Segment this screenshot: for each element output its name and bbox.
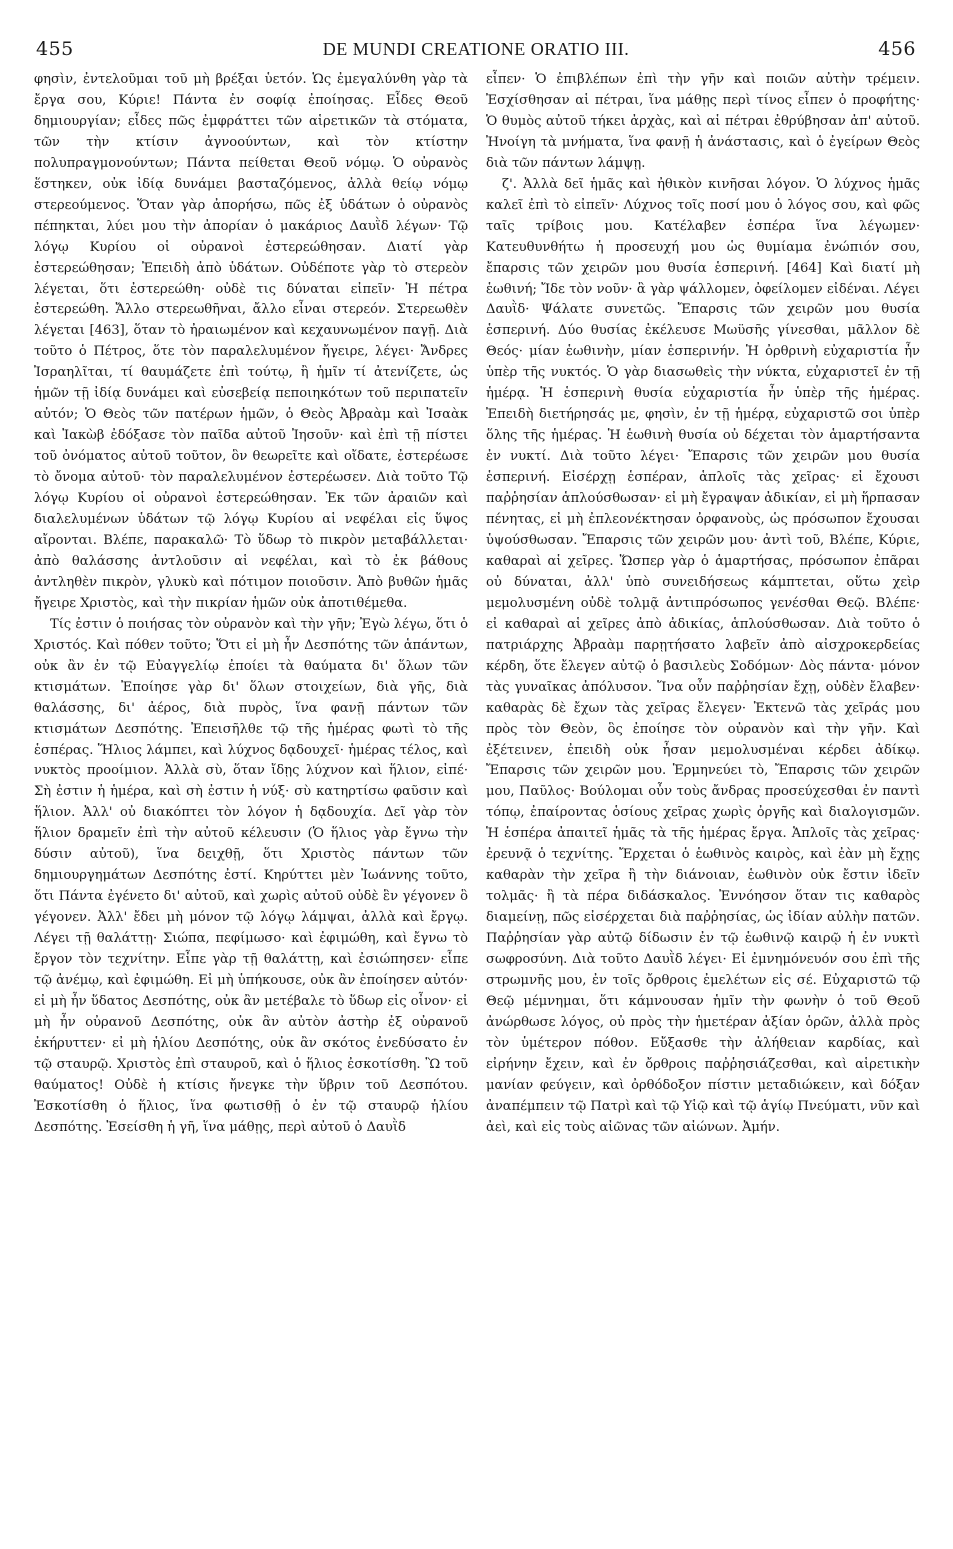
right-paragraph-1: εἶπεν· Ὁ ἐπιβλέπων ἐπὶ τὴν γῆν καὶ ποιῶν αὐτὴν τρέμειν. Ἐσχίσθησαν αἱ πέτραι, ἵνα μάθῃς περὶ τίνος εἶπεν ὁ προφήτης· Ὁ θυμὸς αὐτοῦ τήκει ἀρχὰς, καὶ αἱ πέτραι ἐθρύβησαν ἀπ' αὐτοῦ. Ἠνοίγη τὰ μνήματα, ἵνα φανῇ ἡ ἀνάστασις, καὶ ὁ ἐγείρων Θεὸς διὰ τῶν πάντων λάμψῃ. (486, 72, 920, 171)
left-paragraph-2: Τίς ἐστιν ὁ ποιήσας τὸν οὐρανὸν καὶ τὴν γῆν; Ἐγὼ λέγω, ὅτι ὁ Χριστός. Καὶ πόθεν τοῦτο; Ὅτι εἰ μὴ ἦν Δεσπότης τῶν ἁπάντων, οὐκ ἂν ἐν τῷ Εὐαγγελίῳ ἐποίει τὰ θαύματα δι' ὅλων τῶν κτισμάτων. Ἐποίησε γὰρ δι' ὅλων στοιχείων, διὰ γῆς, διὰ θαλάσσης, δι' ἀέρος, διὰ πυρὸς, ἵνα φανῇ πάντων τῶν κτισμάτων Δεσπότης. Ἐπεισῆλθε τῷ τῆς ἡμέρας φωτὶ τὸ τῆς ἑσπέρας. Ἥλιος λάμπει, καὶ λύχνος δᾳδουχεῖ· ἡμέρας τέλος, καὶ νυκτὸς προοίμιον. Ἀλλὰ σὺ, ὅταν ἴδῃς λύχνον καὶ ἥλιον, εἰπέ· Σὴ ἐστιν ἡ ἡμέρα, καὶ σὴ ἐστιν ἡ νύξ· σὺ κατηρτίσω φαῦσιν καὶ ἥλιον. Ἀλλ' οὐ διακόπτει τὸν λόγον ἡ δᾳδουχία. Δεῖ γὰρ τὸν ἥλιον δραμεῖν ἐπὶ τὴν αὐτοῦ κέλευσιν (Ὁ ἥλιος γὰρ ἔγνω τὴν δύσιν αὐτοῦ), ἵνα δειχθῇ, ὅτι Χριστὸς πάντων τῶν δημιουργημάτων Δεσπότης ἐστί. Κηρύττει μὲν Ἰωάννης τοῦτο, ὅτι Πάντα ἐγένετο δι' αὐτοῦ, καὶ χωρὶς αὐτοῦ οὐδὲ ἓν γέγονεν ὃ γέγονεν. Ἀλλ' ἔδει μὴ μόνον τῷ λόγῳ λάμψαι, ἀλλὰ καὶ ἔργῳ. Λέγει τῇ θαλάττῃ· Σιώπα, πεφίμωσο· καὶ ἐφιμώθη, καὶ ἔγνω τὸ ἔργον τὸν τεχνίτην. Εἶπε γὰρ τῇ θαλάττῃ, καὶ ἐσιώπησεν· εἶπε τῷ ἀνέμῳ, καὶ ἐφιμώθη. Εἰ μὴ ὑπήκουσε, οὐκ ἂν ἐποίησεν αὐτόν· εἰ μὴ ἦν ὕδατος Δεσπότης, οὐκ ἂν μετέβαλε τὸ ὕδωρ εἰς οἶνον· εἰ μὴ ἦν οὐρανοῦ Δεσπότης, οὐκ ἂν αὐτὸν ἀστὴρ ἐξ οὐρανοῦ ἐκήρυττεν· εἰ μὴ ἡλίου Δεσπότης, οὐκ ἂν σκότος ἐνεδύσατο ἐν τῷ σταυρῷ. Χριστὸς ἐπὶ σταυροῦ, καὶ ὁ ἥλιος ἐσκοτίσθη. Ὢ τοῦ θαύματος! Οὐδὲ ἡ κτίσις ἤνεγκε τὴν ὕβριν τοῦ Δεσπότου. Ἐσκοτίσθη ὁ ἥλιος, ἵνα φωτισθῇ ὁ ἐν τῷ σταυρῷ ἡλίου Δεσπότης. Ἐσείσθη ἡ γῆ, ἵνα μάθῃς, περὶ αὐτοῦ ὁ Δαυῒδ (34, 616, 468, 1135)
page-header (36, 38, 916, 68)
left-paragraph-1: φησὶν, ἐντελοῦμαι τοῦ μὴ βρέξαι ὑετόν. Ὡς ἐμεγαλύνθη γὰρ τὰ ἔργα σου, Κύριε! Πάντα ἐν σοφίᾳ ἐποίησας. Εἶδες Θεοῦ δημιουργίαν; εἶδες πῶς ἐμφράττει τῶν αἱρετικῶν τὰ στόματα, τῶν τὴν κτίσιν ἀγνοούντων, καὶ τὸν κτίστην πολυπραγμονούντων; Πάντα πείθεται Θεοῦ νόμῳ. Ὁ οὐρανὸς ἕστηκεν, οὐκ ἰδίᾳ δυνάμει βασταζόμενος, ἀλλὰ θείῳ νόμῳ στερεούμενος. Ὅταν γὰρ ἀπορήσω, πῶς ἐξ ὑδάτων ὁ οὐρανὸς πέπηκται, λύει μου τὴν ἀπορίαν ὁ μακάριος Δαυῒδ λέγων· Τῷ λόγῳ Κυρίου οἱ οὐρανοὶ ἐστερεώθησαν. Διατί γὰρ ἐστερεώθησαν; Ἐπειδὴ ἀπὸ ὑδάτων. Οὐδέποτε γὰρ τὸ στερεὸν λέγεται, ὅτι ἐστερεώθη· οὐδὲ τις δύναται εἰπεῖν· Ἡ πέτρα ἐστερεώθη. Ἄλλο στερεωθῆναι, ἄλλο εἶναι στερεόν. Στερεωθὲν λέγεται [463], ὅταν τὸ ἠραιωμένον καὶ κεχαυνωμένον παγῇ. Διὰ τοῦτο ὁ Πέτρος, ὅτε τὸν παραλελυμένον ἤγειρε, λέγει· Ἄνδρες Ἰσραηλῖται, τί θαυμάζετε ἐπὶ τούτῳ, ἢ ἡμῖν τί ἀτενίζετε, ὡς ἡμῶν τῇ ἰδίᾳ δυνάμει καὶ εὐσεβείᾳ πεποιηκότων τοῦ περιπατεῖν αὐτόν; Ὁ Θεὸς τῶν πατέρων ἡμῶν, ὁ Θεὸς Ἀβραὰμ καὶ Ἰσαὰκ καὶ Ἰακὼβ ἐδόξασε τὸν παῖδα αὐτοῦ Ἰησοῦν· καὶ ἐπὶ τῇ πίστει τοῦ ὀνόματος αὐτοῦ τοῦτον, ὃν θεωρεῖτε καὶ οἴδατε, ἐστερέωσε τὸ ὄνομα αὐτοῦ· τὸν παραλελυμένον ἐστερέωσεν. Διὰ τοῦτο Τῷ λόγῳ Κυρίου οἱ οὐρανοὶ ἐστερεώθησαν. Ἐκ τῶν ἀραιῶν καὶ διαλελυμένων ὑδάτων τῷ λόγῳ Κυρίου αἱ νεφέλαι εἰς ὕψος αἴρονται. Βλέπε, παρακαλῶ· Τὸ ὕδωρ τὸ πικρὸν μεταβάλλεται· ἀπὸ θαλάσσης ἀντλοῦσιν αἱ νεφέλαι, καὶ τὸ ἐκ βάθους ἀντληθὲν πικρὸν, γλυκὺ καὶ πότιμον ποιοῦσιν. Ἀπὸ βυθῶν ἡμᾶς ἤγειρε Χριστὸς, καὶ τὴν πικρίαν ἡμῶν οὐκ ἀποτιθέμεθα. (34, 72, 468, 611)
running-title: DE MUNDI CREATIONE ORATIO III. (322, 39, 630, 59)
right-column (486, 70, 920, 1139)
right-paragraph-2: ζ'. Ἀλλὰ δεῖ ἡμᾶς καὶ ἠθικὸν κινῆσαι λόγον. Ὁ λύχνος ἡμᾶς καλεῖ ἐπὶ τὸ εἰπεῖν· Λύχνος τοῖς ποσί μου ὁ λόγος σου, καὶ φῶς ταῖς τρίβοις μου. Κατέλαβεν ἑσπέρα ἵνα λέγωμεν· Κατευθυνθήτω ἡ προσευχή μου ὡς θυμίαμα ἐνώπιόν σου, ἔπαρσις τῶν χειρῶν μου θυσία ἑσπερινή. [464] Καὶ διατί μὴ ἑωθινή; Ἴδε τὸν νοῦν· ἃ γὰρ ψάλλομεν, ὀφείλομεν εἰδέναι. Λέγει Δαυῒδ· Ψάλατε συνετῶς. Ἔπαρσις τῶν χειρῶν μου θυσία ἑσπερινή. Δύο θυσίας ἐκέλευσε Μωϋσῆς γίνεσθαι, μᾶλλον δὲ Θεός· μίαν ἑωθινὴν, μίαν ἑσπερινήν. Ἡ ὀρθρινὴ εὐχαριστία ἦν ὑπὲρ τῆς νυκτός. Ὁ γὰρ διασωθεὶς τὴν νύκτα, εὐχαριστεῖ ἐν τῇ ἡμέρᾳ. Ἡ ἑσπερινὴ θυσία εὐχαριστία ἦν ὑπὲρ τῆς ἡμέρας. Ἐπειδὴ διετήρησάς με, φησὶν, ἐν τῇ ἡμέρᾳ, εὐχαριστῶ σοι ὑπὲρ ὅλης τῆς ἡμέρας. Ἡ ἑωθινὴ θυσία οὐ δέχεται τὸν ἁμαρτήσαντα ἐν νυκτί. Διὰ τοῦτο λέγει· Ἔπαρσις τῶν χειρῶν μου θυσία ἑσπερινή. Εἰσέρχῃ ἑσπέραν, ἁπλοῖς τὰς χεῖρας· εἰ ἔχουσι παῤῥησίαν ἁπλούσθωσαν· εἰ μὴ ἔγραψαν ἀδικίαν, εἰ μὴ ἥρπασαν πένητας, εἰ μὴ ἐπλεονέκτησαν ὀρφανοὺς, ὡς πρόσωπον ἔχουσαι ὑψούσθωσαν. Ἔπαρσις τῶν χειρῶν μου· ἀντὶ τοῦ, Βλέπε, Κύριε, καθαραὶ αἱ χεῖρες. Ὥσπερ γὰρ ὁ ἁμαρτήσας, πρόσωπον ἐπᾶραι οὐ δύναται, ἀλλ' ὑπὸ συνειδήσεως κάμπτεται, οὕτω χεὶρ μεμολυσμένη οὐδὲ τολμᾷ ἀντιπρόσωπος γενέσθαι Θεῷ. Βλέπε· εἰ καθαραὶ αἱ χεῖρες ἀπὸ ἀδικίας, ἁπλούσθωσαν. Διὰ τοῦτο ὁ πατριάρχης Ἀβραὰμ παρῃτήσατο λαβεῖν ἀπὸ αἰσχροκερδείας κέρδη, ὅτε ἔλεγεν αὐτῷ ὁ βασιλεὺς Σοδόμων· Δὸς πάντα· μόνον τὰς γυναῖκας ἀπόλυσον. Ἵνα οὖν παῤῥησίαν ἔχῃ, οὐδὲν ἔλαβεν· καθαρὰς δὲ ἔχων τὰς χεῖρας ἔλεγεν· Ἐκτενῶ τὰς χεῖράς μου πρὸς τὸν Θεὸν, ὃς ἐποίησε τὸν οὐρανὸν καὶ τὴν γῆν. Καὶ ἐξέτεινεν, ἐπειδὴ οὐκ ἦσαν μεμολυσμέναι κέρδει ἀδίκῳ. Ἔπαρσις τῶν χειρῶν μου. Ἑρμηνεύει τὸ, Ἔπαρσις τῶν χειρῶν μου, Παῦλος· Βούλομαι οὖν τοὺς ἄνδρας προσεύχεσθαι ἐν παντὶ τόπῳ, ἐπαίροντας ὁσίους χεῖρας χωρὶς ὀργῆς καὶ διαλογισμῶν. Ἡ ἑσπέρα ἀπαιτεῖ ἡμᾶς τὰ τῆς ἡμέρας ἔργα. Ἁπλοῖς τὰς χεῖρας· ἐρευνᾷ ὁ τεχνίτης. Ἔρχεται ὁ ἑωθινὸς καιρὸς, καὶ ἐὰν μὴ ἔχῃς καθαρὰν τὴν χεῖρα ἢ τὴν διάνοιαν, ἑωθινὸν οὐκ ἔστιν ἰδεῖν τολμᾶς· ἢ τὰ πέρα διδάσκαλος. Ἐννόησον ὅταν τις καθαρὸς διαμείνῃ, πῶς εἰσέρχεται διὰ παῤῥησίας, ὡς ἰδίαν αὐλὴν πατῶν. Παῤῥησίαν γὰρ αὐτῷ δίδωσιν ἐν τῷ ἑωθινῷ καιρῷ ἡ ἐν νυκτὶ σωφροσύνη. Διὰ τοῦτο Δαυῒδ λέγει· Εἰ ἐμνημόνευόν σου ἐπὶ τῆς στρωμνῆς μου, ἐν τοῖς ὄρθροις ἐμελέτων εἰς σέ. Εὐχαριστῶ τῷ Θεῷ μέμνημαι, ὅτι κάμνουσαν ἡμῖν τὴν φωνὴν ὁ τοῦ Θεοῦ ἀνώρθωσε λόγος, οὐ πρὸς τὴν ἡμετέραν ἀξίαν ὁρῶν, ἀλλὰ πρὸς τὸν ὑμέτερον πόθον. Εὔξασθε τὴν ἀλήθειαν καρδίας, καὶ εἰρήνην ἔχειν, καὶ ἐν ὄρθροις παῤῥησιάζεσθαι, καὶ αἱρετικὴν μανίαν φεύγειν, καὶ ὀρθόδοξον πίστιν μεταδιώκειν, καὶ δόξαν ἀναπέμπειν τῷ Πατρὶ καὶ τῷ Υἱῷ καὶ τῷ ἁγίῳ Πνεύματι, νῦν καὶ ἀεὶ, καὶ εἰς τοὺς αἰῶνας τῶν αἰώνων. Ἀμήν. (486, 176, 920, 1135)
left-column (34, 70, 468, 1139)
page-number-right: 456 (878, 38, 916, 60)
page-number-left: 455 (36, 38, 74, 60)
